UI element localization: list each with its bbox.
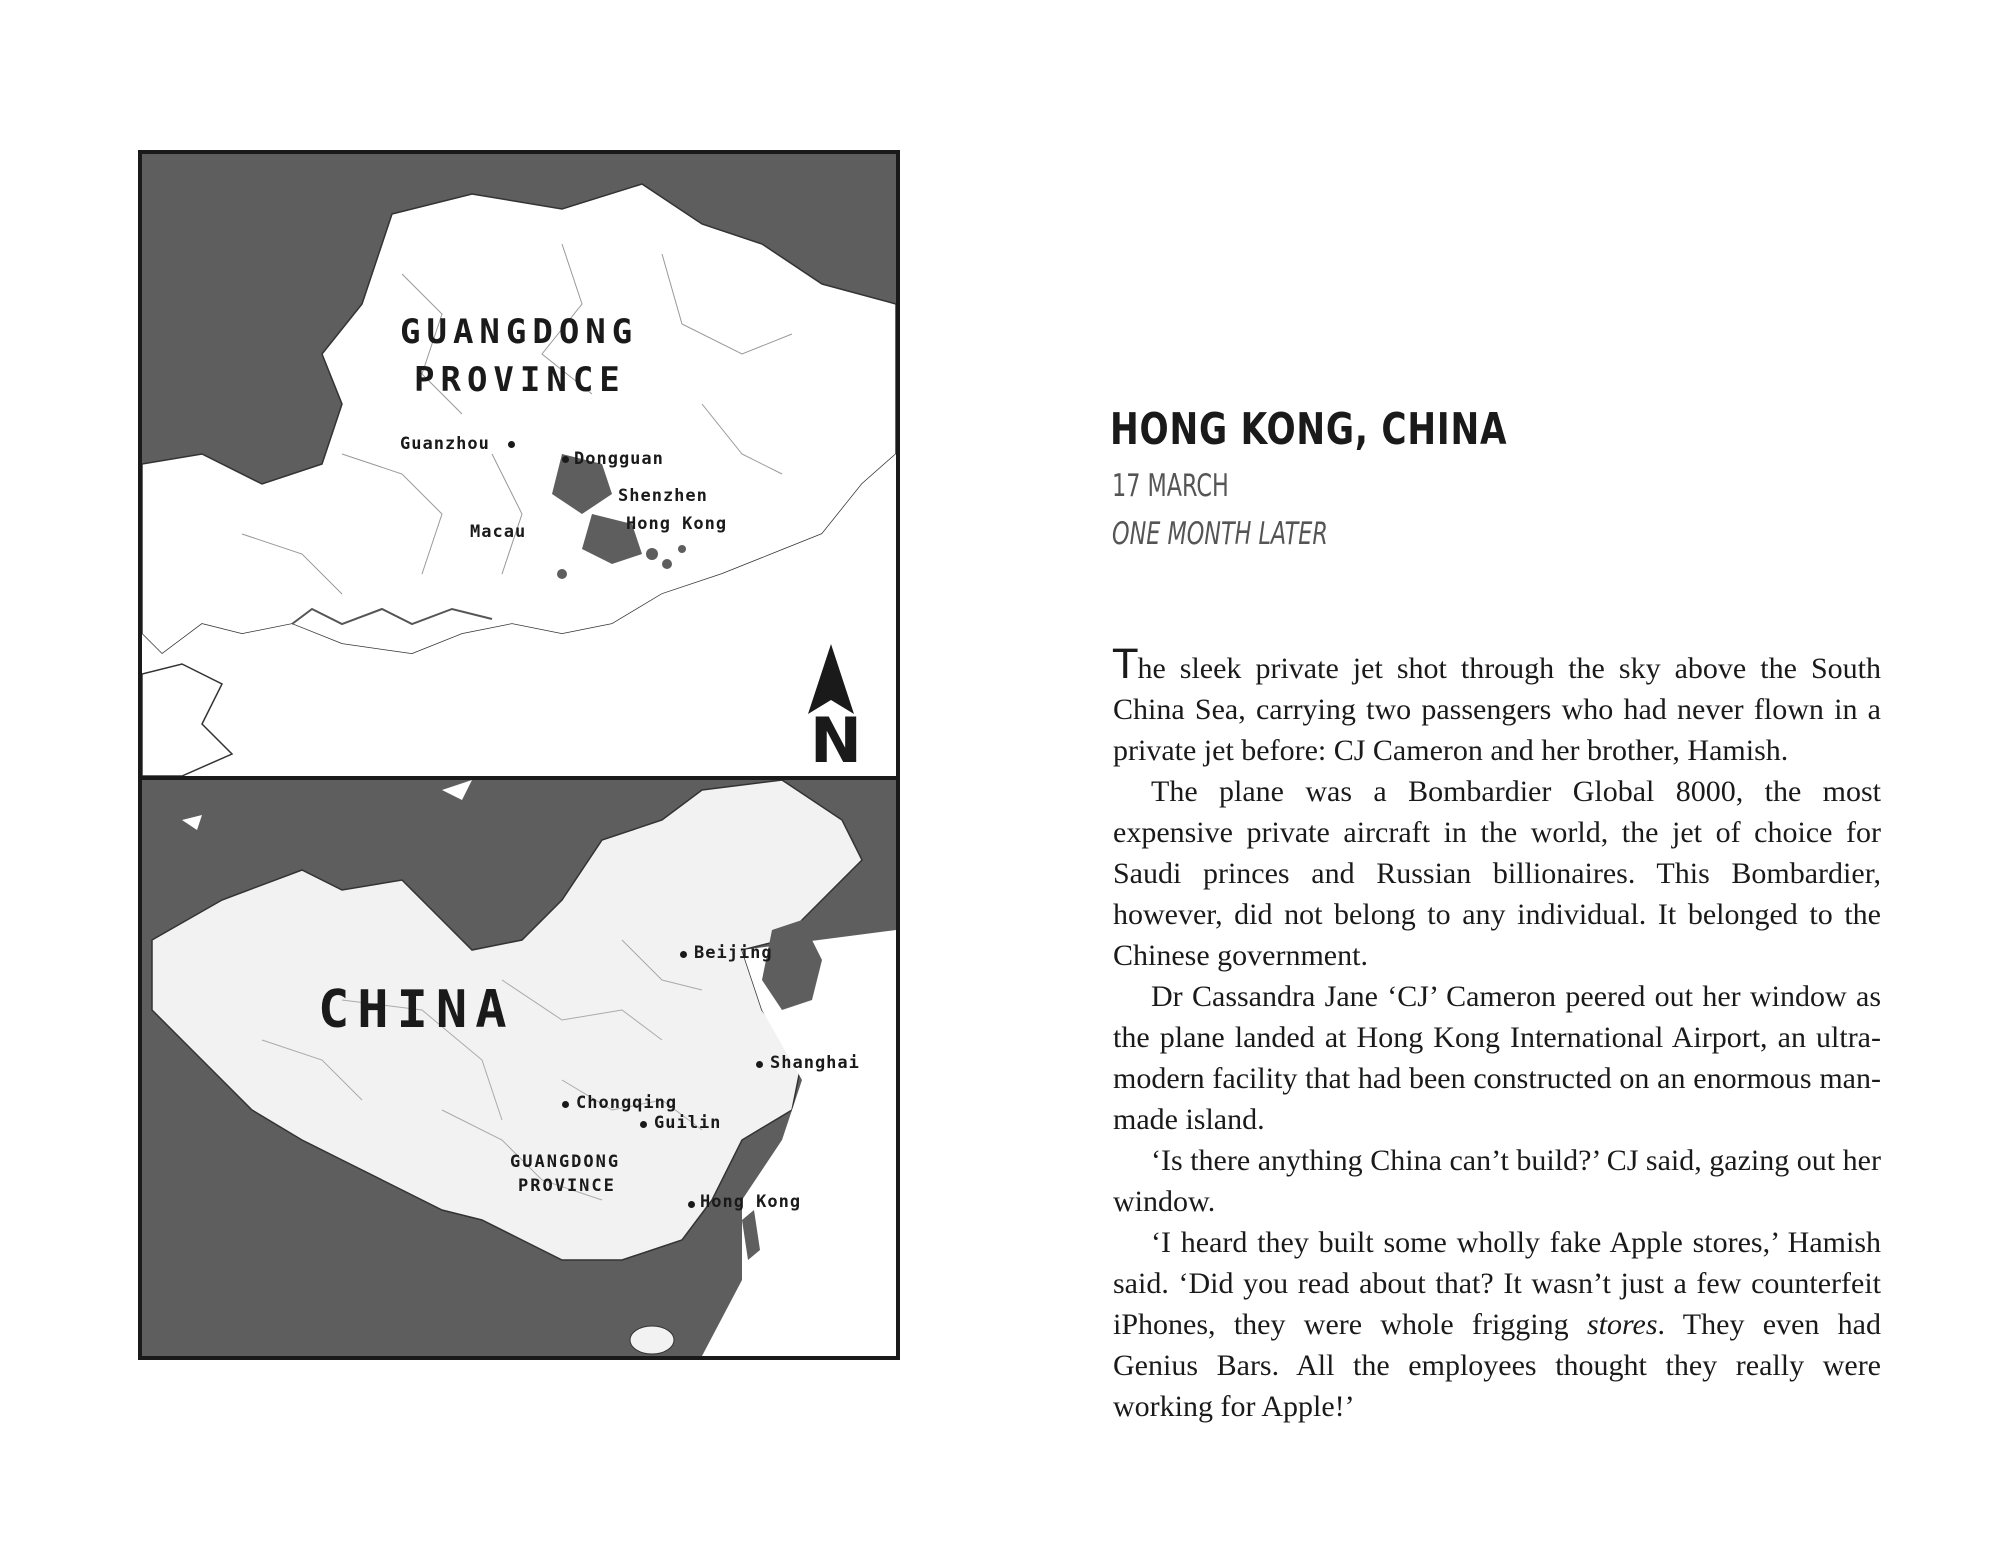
paragraph-5-text-a: ‘I heard they built some wholly fake Apple stores,’ Hamish said. ‘Did you read about that? It wasn’t just a few counterfeit iPhones, they were whole frigging [1113,1226,1881,1341]
paragraph-5-emphasis: stores [1586,1308,1658,1341]
paragraph-1 [1113,642,1881,771]
city-label-hongkong-china: Hong Kong [700,1192,802,1212]
city-dot-hongkong [688,1201,695,1208]
city-label-beijing: Beijing [694,943,773,963]
north-label: N [810,704,862,776]
paragraph-5-text-b: . They even had Genius Bars. All the employees thought they really were working for Apple!’ [1113,1308,1882,1423]
paragraph-2: The plane was a Bombardier Global 8000, the most expensive private aircraft in the world, the jet of choice for Saudi princes and Russian billionaires. This Bombardier, however, did not belong to any individual. It belonged to the Chinese government. [1113,775,1881,972]
map-title-province: PROVINCE [414,360,626,400]
city-dot-chongqing [562,1101,569,1108]
city-label-chongqing: Chongqing [576,1093,678,1113]
city-dot-guanzhou [508,441,515,448]
city-label-guanzhou: Guanzhou [400,434,490,454]
body-text [1113,642,1882,1427]
chapter-location-heading: HONG KONG, CHINA [1110,404,1508,455]
guangdong-map-graphic [142,154,896,776]
city-dot-beijing [680,951,687,958]
drop-cap: T [1113,642,1138,688]
region-label-guangdong: GUANGDONG [510,1152,621,1172]
china-map-panel [142,780,896,1356]
city-dot-guilin [640,1121,647,1128]
city-dot-dongguan [562,456,569,463]
paragraph-4: ‘Is there anything China can’t build?’ CJ said, gazing out her window. [1113,1144,1881,1218]
guangdong-map-panel [142,154,896,776]
chapter-subtitle: ONE MONTH LATER [1112,516,1328,552]
map-title-china: CHINA [318,980,515,1040]
city-dot-shanghai [756,1061,763,1068]
map-title-guangdong: GUANGDONG [400,312,639,352]
map-figure [138,150,900,1360]
paragraph-5 [1113,1222,1881,1427]
chapter-date: 17 MARCH [1112,468,1229,504]
city-label-shenzhen: Shenzhen [618,486,708,506]
city-label-shanghai: Shanghai [770,1053,860,1073]
region-label-province: PROVINCE [518,1176,616,1196]
city-label-dongguan: Dongguan [574,449,664,469]
paragraph-3: Dr Cassandra Jane ‘CJ’ Cameron peered out her window as the plane landed at Hong Kong International Airport, an ultra-modern facility that had been constructed on an enormous man-made island. [1113,980,1881,1136]
city-label-macau: Macau [470,522,527,542]
city-label-guilin: Guilin [654,1113,722,1133]
city-label-hongkong: Hong Kong [626,514,728,534]
paragraph-1-text: he sleek private jet shot through the sky above the South China Sea, carrying two passengers who had never flown in a private jet before: CJ Cameron and her brother, Hamish. [1113,652,1881,767]
